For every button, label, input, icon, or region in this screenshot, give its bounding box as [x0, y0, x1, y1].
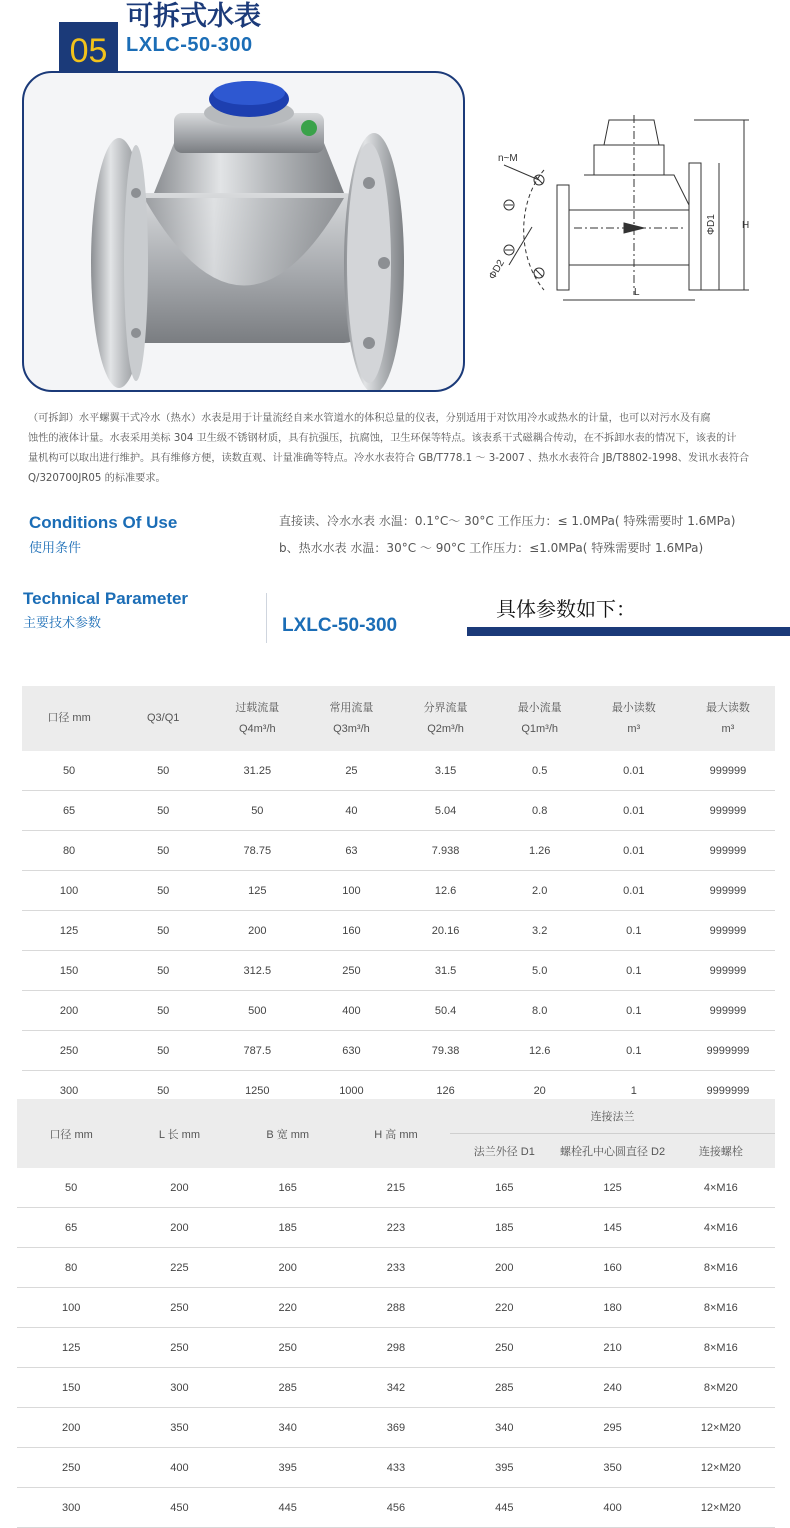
- technical-title-cn: 主要技术参数: [23, 616, 102, 631]
- table-cell: 456: [342, 1488, 450, 1528]
- diagram-label-h: H: [742, 220, 750, 231]
- dimension-drawing: [484, 105, 769, 315]
- model-code: LXLC-50-300: [126, 34, 253, 56]
- dimension-diagram: [484, 105, 769, 315]
- table-cell: 50: [116, 871, 210, 911]
- water-meter-illustration: [24, 73, 463, 390]
- table-header: 螺栓孔中心圆直径 D2: [558, 1134, 666, 1169]
- table-cell: 126: [399, 1071, 493, 1111]
- technical-title-en: Technical Parameter: [23, 589, 189, 608]
- conditions-title-en: Conditions Of Use: [29, 513, 178, 532]
- table-cell: 50: [116, 991, 210, 1031]
- table-cell: 312.5: [210, 951, 304, 991]
- table-cell: 210: [558, 1328, 666, 1368]
- table-row: [17, 1248, 775, 1288]
- table-row: [22, 791, 775, 831]
- description-line: 量机构可以取出进行维护。具有维修方便，读数直观、计量准确等特点。冷水水表符合 GB/T778.1 ～ 3-2007 、热水水表符合 JB/T8802-1998、发讯水表符合: [28, 453, 750, 464]
- diagram-label-nm: n~M: [498, 153, 518, 164]
- table-cell: 215: [342, 1168, 450, 1208]
- table-cell: 12.6: [493, 1031, 587, 1071]
- badge-number: 05: [69, 32, 108, 70]
- table-cell: 250: [125, 1288, 233, 1328]
- table-header: 口径 mm: [17, 1099, 125, 1168]
- table-cell: 225: [125, 1248, 233, 1288]
- diagram-label-l: L: [634, 287, 640, 298]
- table-cell: 285: [450, 1368, 558, 1408]
- table-cell: 7.938: [399, 831, 493, 871]
- table-cell: 0.1: [587, 911, 681, 951]
- table-cell: 50: [22, 751, 116, 791]
- table-cell: 369: [342, 1408, 450, 1448]
- table-header: [210, 686, 304, 751]
- table-cell: 50.4: [399, 991, 493, 1031]
- table-cell: 1.26: [493, 831, 587, 871]
- table-cell: 185: [450, 1208, 558, 1248]
- table-cell: 5.04: [399, 791, 493, 831]
- dimension-table: [17, 1099, 775, 1528]
- table-cell: 433: [342, 1448, 450, 1488]
- table-row: [22, 831, 775, 871]
- table-body: [17, 1168, 775, 1528]
- header-unit: m³: [627, 722, 641, 735]
- table-cell: 0.1: [587, 991, 681, 1031]
- table-header: [116, 686, 210, 751]
- table-cell: 80: [22, 831, 116, 871]
- table-cell: 0.1: [587, 1031, 681, 1071]
- table-cell: 200: [450, 1248, 558, 1288]
- table-cell: 0.01: [587, 751, 681, 791]
- table-cell: 65: [22, 791, 116, 831]
- table-cell: 65: [17, 1208, 125, 1248]
- table-cell: 500: [210, 991, 304, 1031]
- table-cell: 165: [234, 1168, 342, 1208]
- table-cell: 400: [304, 991, 398, 1031]
- table-cell: 145: [558, 1208, 666, 1248]
- header-text: 过载流量: [235, 701, 280, 714]
- table-header: L 长 mm: [125, 1099, 233, 1168]
- table-cell: 1: [587, 1071, 681, 1111]
- header-unit: Q4m³/h: [238, 722, 276, 735]
- table-cell: 342: [342, 1368, 450, 1408]
- header-text: 最大读数: [705, 701, 750, 714]
- table-header: [22, 686, 116, 751]
- table-header: [304, 686, 398, 751]
- table-cell: 1000: [304, 1071, 398, 1111]
- table-cell: 50: [17, 1168, 125, 1208]
- table-cell: 445: [234, 1488, 342, 1528]
- header-unit: Q3m³/h: [333, 722, 370, 735]
- table-cell: 180: [558, 1288, 666, 1328]
- table-cell: 233: [342, 1248, 450, 1288]
- header-text: 常用流量: [329, 701, 374, 714]
- table-cell: 250: [450, 1328, 558, 1368]
- table-cell: 787.5: [210, 1031, 304, 1071]
- table-header: 法兰外径 D1: [450, 1134, 558, 1169]
- table-cell: 999999: [681, 791, 775, 831]
- product-photo: [22, 71, 465, 392]
- diagram-label-d2: ΦD2: [487, 258, 507, 282]
- table-cell: 0.8: [493, 791, 587, 831]
- table-header-row: [22, 686, 775, 751]
- page-title: 可拆式水表: [126, 1, 261, 32]
- table-cell: 999999: [681, 831, 775, 871]
- table-cell: 4×M16: [667, 1168, 775, 1208]
- table-cell: 0.1: [587, 951, 681, 991]
- table-cell: 78.75: [210, 831, 304, 871]
- table-cell: 9999999: [681, 1071, 775, 1111]
- table-cell: 12.6: [399, 871, 493, 911]
- table-cell: 50: [116, 951, 210, 991]
- table-cell: 300: [125, 1368, 233, 1408]
- table-cell: 250: [234, 1328, 342, 1368]
- description-line: 蚀性的液体计量。水表采用美标 304 卫生级不锈钢材质，具有抗强压，抗腐蚀，卫生环保等特点。该表系干式磁耦合传动，在不拆卸水表的情况下，该表的计: [28, 433, 737, 444]
- table-cell: 3.2: [493, 911, 587, 951]
- table-cell: 340: [450, 1408, 558, 1448]
- table-cell: 1250: [210, 1071, 304, 1111]
- table-cell: 25: [304, 751, 398, 791]
- table-cell: 285: [234, 1368, 342, 1408]
- header-text: 口径 mm: [47, 712, 91, 724]
- table-header: [399, 686, 493, 751]
- table-cell: 125: [17, 1328, 125, 1368]
- header-unit: Q1m³/h: [521, 722, 559, 735]
- table-cell: 165: [450, 1168, 558, 1208]
- table-cell: 100: [304, 871, 398, 911]
- table-cell: 50: [116, 791, 210, 831]
- description-line: Q/320700JR05 的标准要求。: [28, 473, 166, 484]
- header-unit: m³: [721, 722, 735, 735]
- table-cell: 400: [125, 1448, 233, 1488]
- table-row: [22, 871, 775, 911]
- conditions-line-2: b、热水水表 水温：30°C ～ 90°C 工作压力：≤1.0MPa( 特殊需要时 1.6MPa): [279, 541, 704, 555]
- flow-parameter-table: [22, 686, 775, 1111]
- table-cell: 8×M20: [667, 1368, 775, 1408]
- table-cell: 20.16: [399, 911, 493, 951]
- table-cell: 999999: [681, 871, 775, 911]
- table-cell: 220: [450, 1288, 558, 1328]
- table-cell: 250: [22, 1031, 116, 1071]
- header-text: 最小读数: [611, 701, 656, 714]
- table-row: [17, 1288, 775, 1328]
- table-cell: 3.15: [399, 751, 493, 791]
- table-row: [17, 1168, 775, 1208]
- table-cell: 0.01: [587, 871, 681, 911]
- table-cell: 50: [116, 1071, 210, 1111]
- table-cell: 400: [558, 1488, 666, 1528]
- table-cell: 8×M16: [667, 1288, 775, 1328]
- table-cell: 0.01: [587, 831, 681, 871]
- table-row: [22, 911, 775, 951]
- table-cell: 125: [22, 911, 116, 951]
- table-cell: 50: [116, 1031, 210, 1071]
- table-cell: 80: [17, 1248, 125, 1288]
- table-cell: 12×M20: [667, 1488, 775, 1528]
- table-row: [22, 991, 775, 1031]
- section-divider: [266, 593, 267, 643]
- table-cell: 0.01: [587, 791, 681, 831]
- table-row: [17, 1488, 775, 1528]
- table-cell: 250: [304, 951, 398, 991]
- spec-heading-bar: [467, 627, 790, 636]
- table-cell: 0.5: [493, 751, 587, 791]
- table-cell: 79.38: [399, 1031, 493, 1071]
- table-cell: 150: [17, 1368, 125, 1408]
- table-cell: 185: [234, 1208, 342, 1248]
- table-row: [22, 951, 775, 991]
- table-cell: 250: [125, 1328, 233, 1368]
- table-cell: 160: [558, 1248, 666, 1288]
- table-cell: 350: [558, 1448, 666, 1488]
- table-cell: 295: [558, 1408, 666, 1448]
- table-cell: 288: [342, 1288, 450, 1328]
- table-cell: 999999: [681, 991, 775, 1031]
- product-description: [28, 409, 763, 489]
- table-cell: 999999: [681, 951, 775, 991]
- table-cell: 450: [125, 1488, 233, 1528]
- table-header: 连接螺栓: [667, 1134, 775, 1169]
- header-text: Q3/Q1: [146, 712, 180, 724]
- table-cell: 125: [210, 871, 304, 911]
- table-header: [681, 686, 775, 751]
- table-cell: 160: [304, 911, 398, 951]
- table-cell: 300: [22, 1071, 116, 1111]
- table-row: [22, 1031, 775, 1071]
- table-row: [17, 1368, 775, 1408]
- table-cell: 125: [558, 1168, 666, 1208]
- table-cell: 12×M20: [667, 1408, 775, 1448]
- spec-heading: 具体参数如下：: [496, 597, 636, 621]
- table-row: [22, 751, 775, 791]
- table-cell: 200: [125, 1168, 233, 1208]
- table-cell: 5.0: [493, 951, 587, 991]
- table-cell: 8.0: [493, 991, 587, 1031]
- table-row: [17, 1208, 775, 1248]
- table-cell: 8×M16: [667, 1248, 775, 1288]
- table-cell: 220: [234, 1288, 342, 1328]
- table-header: [493, 686, 587, 751]
- table-cell: 150: [22, 951, 116, 991]
- conditions-line-1: 直接读、冷水水表 水温：0.1°C～ 30°C 工作压力：≤ 1.0MPa( 特殊需要时 1.6MPa): [279, 514, 736, 528]
- table-cell: 50: [116, 911, 210, 951]
- table-cell: 200: [234, 1248, 342, 1288]
- table-cell: 12×M20: [667, 1448, 775, 1488]
- table-cell: 20: [493, 1071, 587, 1111]
- header-unit: Q2m³/h: [427, 722, 464, 735]
- table-cell: 2.0: [493, 871, 587, 911]
- table-row: [17, 1328, 775, 1368]
- table-cell: 100: [22, 871, 116, 911]
- table-cell: 200: [125, 1208, 233, 1248]
- table-cell: 300: [17, 1488, 125, 1528]
- table-cell: 240: [558, 1368, 666, 1408]
- header-text: 分界流量: [423, 701, 468, 714]
- table-cell: 200: [22, 991, 116, 1031]
- table-header: [587, 686, 681, 751]
- diagram-label-d1: ΦD1: [706, 214, 717, 235]
- conditions-title-cn: 使用条件: [29, 541, 82, 556]
- table-cell: 31.5: [399, 951, 493, 991]
- table-body: [22, 751, 775, 1111]
- table-cell: 630: [304, 1031, 398, 1071]
- table-header: H 高 mm: [342, 1099, 450, 1168]
- table-cell: 340: [234, 1408, 342, 1448]
- technical-model: LXLC-50-300: [282, 615, 398, 636]
- table-cell: 9999999: [681, 1031, 775, 1071]
- table-cell: 4×M16: [667, 1208, 775, 1248]
- table-cell: 298: [342, 1328, 450, 1368]
- table-cell: 395: [234, 1448, 342, 1488]
- table-cell: 350: [125, 1408, 233, 1448]
- table-cell: 250: [17, 1448, 125, 1488]
- table-cell: 40: [304, 791, 398, 831]
- table-cell: 200: [210, 911, 304, 951]
- table-row: [17, 1408, 775, 1448]
- table-header: B 宽 mm: [234, 1099, 342, 1168]
- table-cell: 445: [450, 1488, 558, 1528]
- table-cell: 999999: [681, 911, 775, 951]
- table-cell: 223: [342, 1208, 450, 1248]
- table-header-row: [17, 1099, 775, 1134]
- table-cell: 8×M16: [667, 1328, 775, 1368]
- table-cell: 50: [210, 791, 304, 831]
- table-cell: 50: [116, 751, 210, 791]
- header-text: 最小流量: [517, 701, 562, 714]
- table-cell: 395: [450, 1448, 558, 1488]
- table-group-header: 连接法兰: [450, 1099, 775, 1134]
- description-line: （可拆卸）水平螺翼干式冷水（热水）水表是用于计量流经自来水管道水的体积总量的仪表，分别适用于对饮用冷水或热水的计量，也可以对污水及有腐: [28, 413, 711, 424]
- table-row: [17, 1448, 775, 1488]
- table-cell: 100: [17, 1288, 125, 1328]
- table-cell: 200: [17, 1408, 125, 1448]
- table-cell: 31.25: [210, 751, 304, 791]
- table-cell: 999999: [681, 751, 775, 791]
- table-cell: 63: [304, 831, 398, 871]
- table-cell: 50: [116, 831, 210, 871]
